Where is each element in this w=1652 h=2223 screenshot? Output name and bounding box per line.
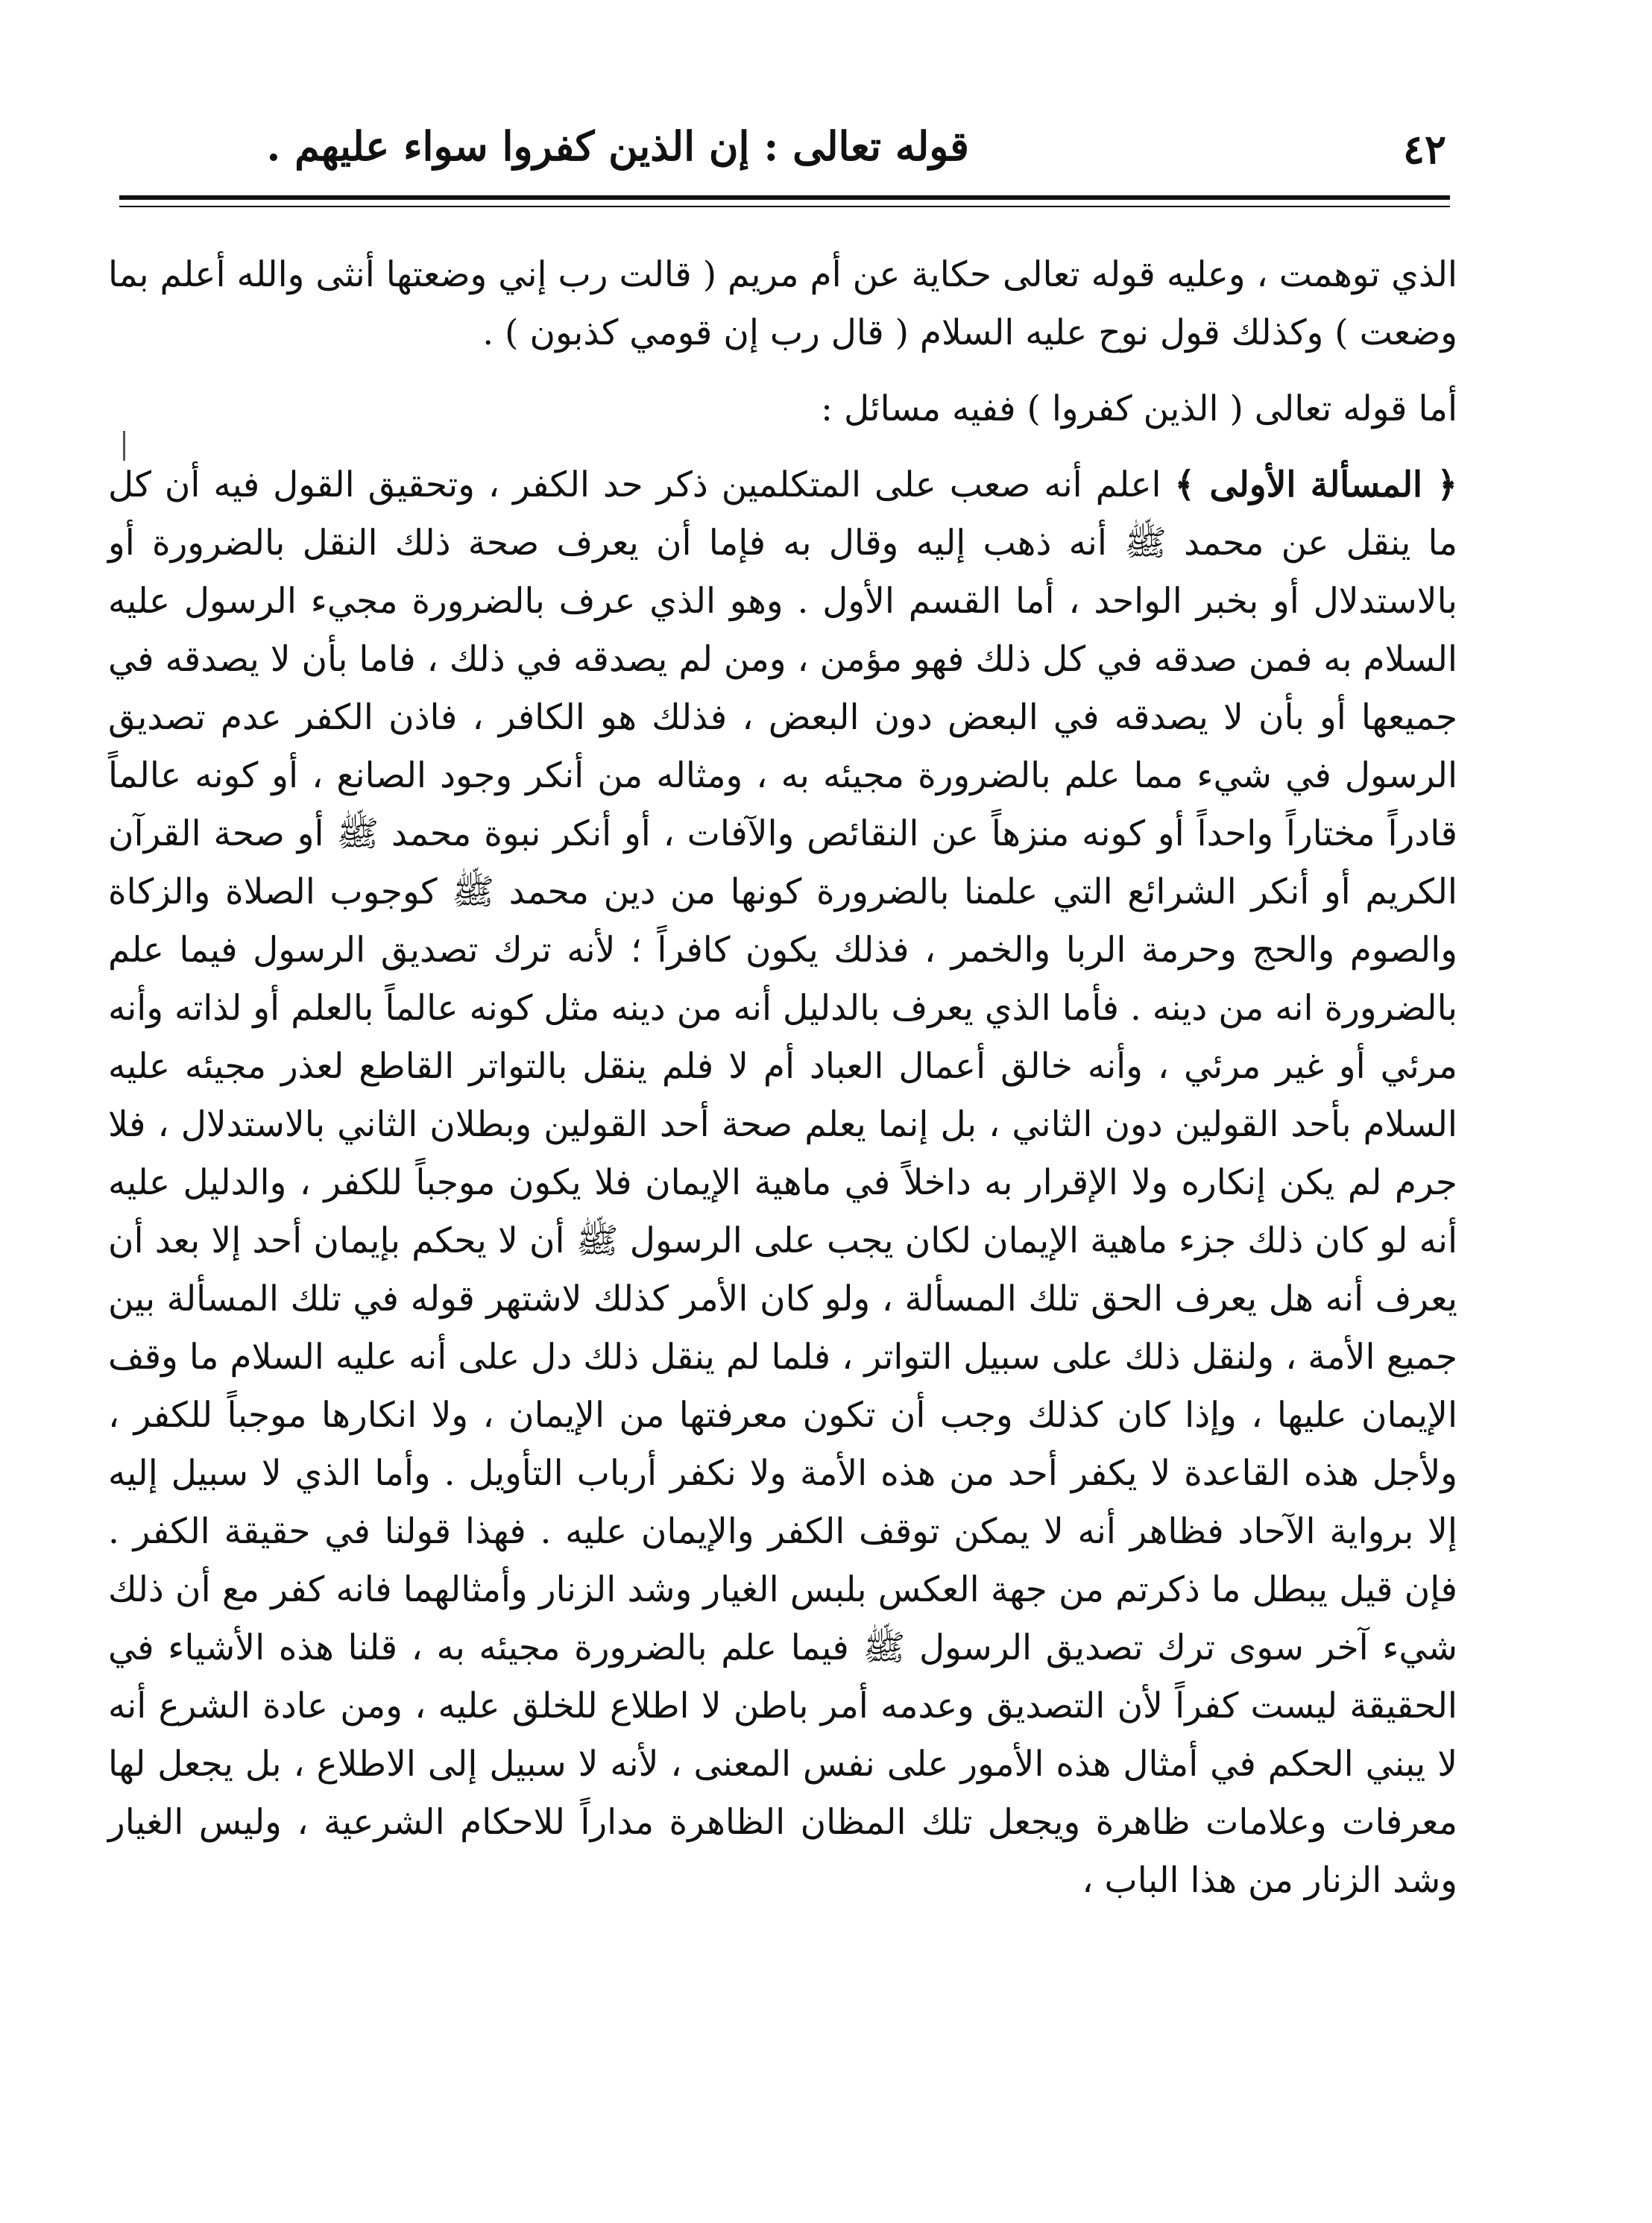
header-rule <box>119 195 1450 200</box>
masala-heading: ﴿ المسألة الأولى ﴾ <box>1174 464 1457 505</box>
page-number: ٤٢ <box>1402 125 1446 173</box>
intro-paragraph: الذي توهمت ، وعليه قوله تعالى حكاية عن أم مريم ( قالت رب إني وضعتها أنثى والله أعلم بما وضعت ) وكذلك قول نوح عليه السلام ( قال رب إن قومي كذبون ) . <box>108 254 1457 353</box>
body-text <box>108 246 1457 1910</box>
running-title: قوله تعالى : إن الذين كفروا سواء عليهم . <box>266 122 969 170</box>
header-rule-thin <box>119 206 1450 207</box>
main-paragraph <box>108 456 1457 1910</box>
question-paragraph: أما قوله تعالى ( الذين كفروا ) ففيه مسائل : <box>821 388 1457 429</box>
main-paragraph-text: اعلم أنه صعب على المتكلمين ذكر حد الكفر ، وتحقيق القول فيه أن كل ما ينقل عن محمد ﷺ أنه ذهب إليه وقال به فإما أن يعرف صحة ذلك النقل بالضرورة أو بالاستدلال أو بخبر الواحد ، أما القسم الأول . وهو الذي عرف بالضرورة مجيء الرسول عليه السلام به فمن صدقه في كل ذلك فهو مؤمن ، ومن لم يصدقه في ذلك ، فاما بأن لا يصدقه في جميعها أو بأن لا يصدقه في البعض دون البعض ، فذلك هو الكافر ، فاذن الكفر عدم تصديق الرسول في شيء مما علم بالضرورة مجيئه به ، ومثاله من أنكر وجود الصانع ، أو كونه عالماً قادراً مختاراً واحداً أو كونه منزهاً عن النقائص والآفات ، أو أنكر نبوة محمد ﷺ أو صحة القرآن الكريم أو أنكر الشرائع التي علمنا بالضرورة كونها من دين محمد ﷺ كوجوب الصلاة والزكاة والصوم والحج وحرمة الربا والخمر ، فذلك يكون كافراً ؛ لأنه ترك تصديق الرسول فيما علم بالضرورة انه من دينه . فأما الذي يعرف بالدليل أنه من دينه مثل كونه عالماً بالعلم أو لذاته وأنه مرئي أو غير مرئي ، وأنه خالق أعمال العباد أم لا فلم ينقل بالتواتر القاطع لعذر مجيئه عليه السلام بأحد القولين دون الثاني ، بل إنما يعلم صحة أحد القولين وبطلان الثاني بالاستدلال ، فلا جرم لم يكن إنكاره ولا الإقرار به داخلاً في ماهية الإيمان فلا يكون موجباً للكفر ، والدليل عليه أنه لو كان ذلك جزء ماهية الإيمان لكان يجب على الرسول ﷺ أن لا يحكم بإيمان أحد إلا بعد أن يعرف أنه هل يعرف الحق تلك المسألة ، ولو كان الأمر كذلك لاشتهر قوله في تلك المسألة بين جميع الأمة ، ولنقل ذلك على سبيل التواتر ، فلما لم ينقل ذلك دل على أنه عليه السلام ما وقف الإيمان عليها ، وإذا كان كذلك وجب أن تكون معرفتها من الإيمان ، ولا انكارها موجباً للكفر ، ولأجل هذه القاعدة لا يكفر أحد من هذه الأمة ولا نكفر أرباب التأويل . وأما الذي لا سبيل إليه إلا برواية الآحاد فظاهر أنه لا يمكن توقف الكفر والإيمان عليه . فهذا قولنا في حقيقة الكفر . فإن قيل يبطل ما ذكرتم من جهة العكس بلبس الغيار وشد الزنار وأمثالهما فانه كفر مع أن ذلك شيء آخر سوى ترك تصديق الرسول ﷺ فيما علم بالضرورة مجيئه به ، قلنا هذه الأشياء في الحقيقة ليست كفراً لأن التصديق وعدمه أمر باطن لا اطلاع للخلق عليه ، ومن عادة الشرع أنه لا يبني الحكم في أمثال هذه الأمور على نفس المعنى ، لأنه لا سبيل إلى الاطلاع ، بل يجعل لها معرفات وعلامات ظاهرة ويجعل تلك المظان الظاهرة مداراً للاحكام الشرعية ، وليس الغيار وشد الزنار من هذا الباب ، <box>108 464 1457 1901</box>
page-header <box>119 112 1446 179</box>
